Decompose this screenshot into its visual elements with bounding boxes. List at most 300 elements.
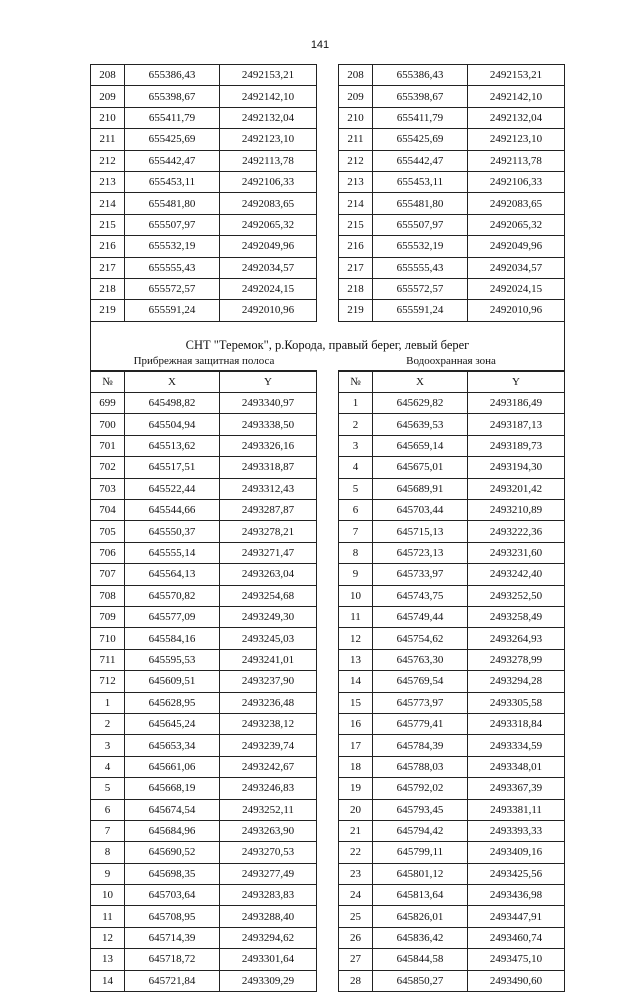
cell-x: 645698,35 <box>125 863 220 884</box>
cell-y: 2493236,48 <box>220 692 317 713</box>
table-row <box>339 65 565 86</box>
cell-x: 645793,45 <box>373 799 468 820</box>
cell-y: 2493277,49 <box>220 863 317 884</box>
cell-x: 645801,12 <box>373 863 468 884</box>
cell-y: 2493201,42 <box>468 478 565 499</box>
table-row <box>91 564 317 585</box>
cell-y: 2493348,01 <box>468 756 565 777</box>
cell-number: 217 <box>91 257 125 278</box>
table-row <box>91 949 317 970</box>
cell-x: 645513,62 <box>125 435 220 456</box>
coordinates-sheet <box>90 64 565 992</box>
cell-y: 2492153,21 <box>220 65 317 86</box>
cell-x: 645690,52 <box>125 842 220 863</box>
cell-x: 645708,95 <box>125 906 220 927</box>
cell-number: 704 <box>91 500 125 521</box>
cell-y: 2492024,15 <box>468 278 565 299</box>
cell-number: 2 <box>339 414 373 435</box>
cell-x: 645595,53 <box>125 649 220 670</box>
table-row <box>91 927 317 948</box>
section-spacer <box>91 322 564 336</box>
table-row <box>339 735 565 756</box>
cell-number: 13 <box>339 649 373 670</box>
cell-number: 210 <box>91 107 125 128</box>
cell-y: 2493294,28 <box>468 671 565 692</box>
cell-y: 2492113,78 <box>468 150 565 171</box>
cell-number: 27 <box>339 949 373 970</box>
cell-x: 655411,79 <box>125 107 220 128</box>
cell-number: 216 <box>339 236 373 257</box>
cell-y: 2493263,90 <box>220 820 317 841</box>
cell-x: 645721,84 <box>125 970 220 991</box>
table-row <box>339 842 565 863</box>
cell-y: 2493187,13 <box>468 414 565 435</box>
cell-y: 2493263,04 <box>220 564 317 585</box>
table-row <box>91 500 317 521</box>
cell-y: 2493210,89 <box>468 500 565 521</box>
table-row <box>91 257 317 278</box>
cell-x: 645788,03 <box>373 756 468 777</box>
cell-x: 645639,53 <box>373 414 468 435</box>
cell-y: 2492034,57 <box>220 257 317 278</box>
cell-y: 2493305,58 <box>468 692 565 713</box>
cell-y: 2493246,83 <box>220 778 317 799</box>
cell-number: 4 <box>339 457 373 478</box>
cell-y: 2493334,59 <box>468 735 565 756</box>
cell-y: 2492142,10 <box>468 86 565 107</box>
table-row <box>91 778 317 799</box>
cell-number: 5 <box>339 478 373 499</box>
table-row <box>91 970 317 991</box>
cell-number: 26 <box>339 927 373 948</box>
cell-number: 710 <box>91 628 125 649</box>
cell-y: 2493242,40 <box>468 564 565 585</box>
table-row <box>339 949 565 970</box>
cell-x: 645517,51 <box>125 457 220 478</box>
cell-x: 645550,37 <box>125 521 220 542</box>
cell-number: 18 <box>339 756 373 777</box>
column-header-x: X <box>373 371 468 392</box>
cell-y: 2492049,96 <box>468 236 565 257</box>
cell-y: 2493231,60 <box>468 542 565 563</box>
cell-number: 217 <box>339 257 373 278</box>
cell-x: 655398,67 <box>373 86 468 107</box>
cell-x: 655386,43 <box>125 65 220 86</box>
cell-x: 645779,41 <box>373 713 468 734</box>
cell-y: 2493381,11 <box>468 799 565 820</box>
cell-x: 645773,97 <box>373 692 468 713</box>
cell-number: 1 <box>339 393 373 414</box>
table-row <box>339 435 565 456</box>
cell-y: 2493242,67 <box>220 756 317 777</box>
cell-x: 655572,57 <box>125 278 220 299</box>
cell-x: 655411,79 <box>373 107 468 128</box>
table-row <box>339 542 565 563</box>
cell-x: 645661,06 <box>125 756 220 777</box>
table-row <box>339 778 565 799</box>
cell-y: 2493460,74 <box>468 927 565 948</box>
cell-number: 702 <box>91 457 125 478</box>
cell-x: 645684,96 <box>125 820 220 841</box>
table-row <box>91 171 317 192</box>
table-row <box>91 756 317 777</box>
cell-x: 645659,14 <box>373 435 468 456</box>
cell-y: 2493287,87 <box>220 500 317 521</box>
right-heading: Водоохранная зона <box>338 353 564 371</box>
cell-x: 645743,75 <box>373 585 468 606</box>
cell-y: 2493278,99 <box>468 649 565 670</box>
cell-number: 707 <box>91 564 125 585</box>
cell-x: 645628,95 <box>125 692 220 713</box>
cell-y: 2493340,97 <box>220 393 317 414</box>
cell-x: 645703,44 <box>373 500 468 521</box>
table-row <box>91 671 317 692</box>
shore-strip-rows <box>91 393 317 992</box>
cell-x: 655572,57 <box>373 278 468 299</box>
table-row <box>91 735 317 756</box>
cell-x: 655398,67 <box>125 86 220 107</box>
column-header-x: X <box>125 371 220 392</box>
cell-x: 645675,01 <box>373 457 468 478</box>
table-row <box>91 107 317 128</box>
cell-number: 5 <box>91 778 125 799</box>
column-header-y: Y <box>468 371 565 392</box>
cell-number: 215 <box>339 214 373 235</box>
cell-number: 218 <box>339 278 373 299</box>
cell-number: 711 <box>91 649 125 670</box>
top-left-table <box>90 64 317 322</box>
cell-number: 210 <box>339 107 373 128</box>
cell-number: 1 <box>91 692 125 713</box>
cell-x: 655507,97 <box>125 214 220 235</box>
cell-x: 645749,44 <box>373 606 468 627</box>
cell-x: 655532,19 <box>373 236 468 257</box>
cell-y: 2493318,87 <box>220 457 317 478</box>
table-row <box>339 564 565 585</box>
water-protection-table <box>338 371 565 992</box>
cell-number: 9 <box>339 564 373 585</box>
cell-y: 2493245,03 <box>220 628 317 649</box>
cell-x: 645584,16 <box>125 628 220 649</box>
cell-x: 645769,54 <box>373 671 468 692</box>
table-header-row <box>339 371 565 392</box>
table-row <box>91 842 317 863</box>
table-row <box>339 521 565 542</box>
page-number: 141 <box>310 39 330 51</box>
cell-number: 8 <box>339 542 373 563</box>
cell-y: 2493367,39 <box>468 778 565 799</box>
table-row <box>339 478 565 499</box>
table-row <box>339 671 565 692</box>
cell-y: 2493436,98 <box>468 885 565 906</box>
cell-number: 211 <box>339 129 373 150</box>
cell-x: 655425,69 <box>125 129 220 150</box>
cell-y: 2493294,62 <box>220 927 317 948</box>
cell-y: 2492106,33 <box>220 171 317 192</box>
cell-x: 645813,64 <box>373 885 468 906</box>
cell-number: 208 <box>91 65 125 86</box>
cell-y: 2493312,43 <box>220 478 317 499</box>
cell-x: 645836,42 <box>373 927 468 948</box>
cell-y: 2493283,83 <box>220 885 317 906</box>
cell-y: 2493258,49 <box>468 606 565 627</box>
table-row <box>91 236 317 257</box>
table-row <box>91 193 317 214</box>
cell-y: 2493252,50 <box>468 585 565 606</box>
table-header-row <box>91 371 317 392</box>
cell-y: 2492123,10 <box>468 129 565 150</box>
cell-y: 2493222,36 <box>468 521 565 542</box>
table-row <box>91 478 317 499</box>
table-row <box>91 129 317 150</box>
cell-x: 645555,14 <box>125 542 220 563</box>
table-row <box>339 129 565 150</box>
cell-number: 24 <box>339 885 373 906</box>
table-row <box>91 628 317 649</box>
cell-x: 645754,62 <box>373 628 468 649</box>
table-row <box>91 820 317 841</box>
cell-x: 645794,42 <box>373 820 468 841</box>
table-row <box>339 692 565 713</box>
cell-y: 2493475,10 <box>468 949 565 970</box>
cell-number: 17 <box>339 735 373 756</box>
cell-y: 2493409,16 <box>468 842 565 863</box>
cell-number: 6 <box>91 799 125 820</box>
cell-number: 705 <box>91 521 125 542</box>
cell-x: 645733,97 <box>373 564 468 585</box>
cell-x: 645799,11 <box>373 842 468 863</box>
cell-y: 2493239,74 <box>220 735 317 756</box>
cell-number: 14 <box>339 671 373 692</box>
cell-number: 11 <box>91 906 125 927</box>
cell-number: 215 <box>91 214 125 235</box>
cell-x: 645714,39 <box>125 927 220 948</box>
top-right-rows <box>339 65 565 322</box>
cell-number: 211 <box>91 129 125 150</box>
cell-y: 2492049,96 <box>220 236 317 257</box>
cell-number: 212 <box>339 150 373 171</box>
cell-number: 15 <box>339 692 373 713</box>
table-row <box>91 713 317 734</box>
cell-x: 655442,47 <box>125 150 220 171</box>
top-left-rows <box>91 65 317 322</box>
cell-y: 2493393,33 <box>468 820 565 841</box>
table-row <box>91 649 317 670</box>
cell-y: 2493254,68 <box>220 585 317 606</box>
cell-number: 708 <box>91 585 125 606</box>
cell-x: 655481,80 <box>373 193 468 214</box>
cell-number: 16 <box>339 713 373 734</box>
cell-number: 219 <box>339 300 373 321</box>
cell-x: 655532,19 <box>125 236 220 257</box>
cell-y: 2493270,53 <box>220 842 317 863</box>
cell-y: 2493237,90 <box>220 671 317 692</box>
cell-number: 709 <box>91 606 125 627</box>
table-row <box>91 692 317 713</box>
cell-x: 645689,91 <box>373 478 468 499</box>
table-row <box>91 885 317 906</box>
column-header-y: Y <box>220 371 317 392</box>
table-row <box>339 885 565 906</box>
cell-x: 655507,97 <box>373 214 468 235</box>
cell-y: 2492083,65 <box>220 193 317 214</box>
cell-number: 20 <box>339 799 373 820</box>
table-row <box>339 927 565 948</box>
cell-number: 6 <box>339 500 373 521</box>
left-heading: Прибрежная защитная полоса <box>91 353 317 371</box>
cell-x: 645674,54 <box>125 799 220 820</box>
cell-number: 703 <box>91 478 125 499</box>
bottom-tables <box>91 371 564 992</box>
cell-x: 645703,64 <box>125 885 220 906</box>
cell-number: 14 <box>91 970 125 991</box>
cell-y: 2492153,21 <box>468 65 565 86</box>
cell-number: 3 <box>339 435 373 456</box>
cell-number: 218 <box>91 278 125 299</box>
table-row <box>339 585 565 606</box>
cell-number: 28 <box>339 970 373 991</box>
cell-x: 645498,82 <box>125 393 220 414</box>
cell-y: 2493238,12 <box>220 713 317 734</box>
cell-x: 645792,02 <box>373 778 468 799</box>
table-row <box>91 906 317 927</box>
table-row <box>91 799 317 820</box>
table-row <box>339 500 565 521</box>
cell-number: 10 <box>339 585 373 606</box>
cell-y: 2493194,30 <box>468 457 565 478</box>
cell-x: 645844,58 <box>373 949 468 970</box>
cell-number: 712 <box>91 671 125 692</box>
table-row <box>339 906 565 927</box>
cell-x: 645504,94 <box>125 414 220 435</box>
cell-x: 645629,82 <box>373 393 468 414</box>
cell-x: 645763,30 <box>373 649 468 670</box>
cell-x: 645850,27 <box>373 970 468 991</box>
cell-y: 2492065,32 <box>220 214 317 235</box>
table-row <box>91 457 317 478</box>
cell-number: 214 <box>339 193 373 214</box>
cell-y: 2492123,10 <box>220 129 317 150</box>
cell-number: 22 <box>339 842 373 863</box>
cell-x: 645668,19 <box>125 778 220 799</box>
cell-number: 11 <box>339 606 373 627</box>
cell-y: 2492065,32 <box>468 214 565 235</box>
cell-number: 8 <box>91 842 125 863</box>
table-row <box>339 150 565 171</box>
table-row <box>339 756 565 777</box>
cell-y: 2492132,04 <box>468 107 565 128</box>
table-row <box>91 86 317 107</box>
cell-y: 2493249,30 <box>220 606 317 627</box>
cell-number: 7 <box>91 820 125 841</box>
cell-number: 212 <box>91 150 125 171</box>
shore-strip-table <box>90 371 317 992</box>
cell-x: 655442,47 <box>373 150 468 171</box>
table-row <box>339 649 565 670</box>
cell-number: 19 <box>339 778 373 799</box>
cell-x: 645564,13 <box>125 564 220 585</box>
table-row <box>91 65 317 86</box>
column-header-number: № <box>339 371 373 392</box>
cell-number: 25 <box>339 906 373 927</box>
cell-number: 213 <box>339 171 373 192</box>
cell-x: 645718,72 <box>125 949 220 970</box>
section-title: СНТ "Теремок", р.Корода, правый берег, левый берег <box>185 337 470 352</box>
cell-x: 655481,80 <box>125 193 220 214</box>
table-row <box>339 970 565 991</box>
cell-y: 2493264,93 <box>468 628 565 649</box>
table-row <box>339 171 565 192</box>
cell-x: 645645,24 <box>125 713 220 734</box>
cell-number: 219 <box>91 300 125 321</box>
cell-y: 2493309,29 <box>220 970 317 991</box>
cell-number: 2 <box>91 713 125 734</box>
table-row <box>339 214 565 235</box>
cell-number: 214 <box>91 193 125 214</box>
cell-number: 700 <box>91 414 125 435</box>
cell-x: 645784,39 <box>373 735 468 756</box>
cell-number: 701 <box>91 435 125 456</box>
cell-y: 2492010,96 <box>220 300 317 321</box>
table-row <box>339 799 565 820</box>
table-row <box>339 713 565 734</box>
cell-x: 645577,09 <box>125 606 220 627</box>
cell-x: 655386,43 <box>373 65 468 86</box>
cell-y: 2492132,04 <box>220 107 317 128</box>
cell-x: 645570,82 <box>125 585 220 606</box>
cell-y: 2493318,84 <box>468 713 565 734</box>
cell-x: 655453,11 <box>125 171 220 192</box>
table-row <box>339 393 565 414</box>
cell-y: 2493288,40 <box>220 906 317 927</box>
cell-number: 706 <box>91 542 125 563</box>
cell-y: 2492034,57 <box>468 257 565 278</box>
table-row <box>339 107 565 128</box>
cell-number: 23 <box>339 863 373 884</box>
table-row <box>339 257 565 278</box>
cell-number: 208 <box>339 65 373 86</box>
table-row <box>91 542 317 563</box>
water-protection-rows <box>339 393 565 992</box>
table-row <box>91 414 317 435</box>
table-row <box>339 414 565 435</box>
top-right-table <box>338 64 565 322</box>
table-row <box>339 820 565 841</box>
cell-number: 13 <box>91 949 125 970</box>
cell-number: 9 <box>91 863 125 884</box>
cell-x: 645544,66 <box>125 500 220 521</box>
table-row <box>339 457 565 478</box>
table-row <box>339 863 565 884</box>
cell-number: 699 <box>91 393 125 414</box>
table-row <box>91 300 317 321</box>
cell-number: 213 <box>91 171 125 192</box>
cell-y: 2493326,16 <box>220 435 317 456</box>
cell-y: 2493301,64 <box>220 949 317 970</box>
table-row <box>339 86 565 107</box>
table-row <box>339 193 565 214</box>
table-row <box>91 435 317 456</box>
cell-number: 4 <box>91 756 125 777</box>
cell-y: 2493186,49 <box>468 393 565 414</box>
cell-x: 645826,01 <box>373 906 468 927</box>
cell-x: 655591,24 <box>125 300 220 321</box>
cell-y: 2493447,91 <box>468 906 565 927</box>
section-subheadings <box>91 353 564 371</box>
cell-number: 12 <box>339 628 373 649</box>
cell-x: 655453,11 <box>373 171 468 192</box>
cell-x: 645723,13 <box>373 542 468 563</box>
